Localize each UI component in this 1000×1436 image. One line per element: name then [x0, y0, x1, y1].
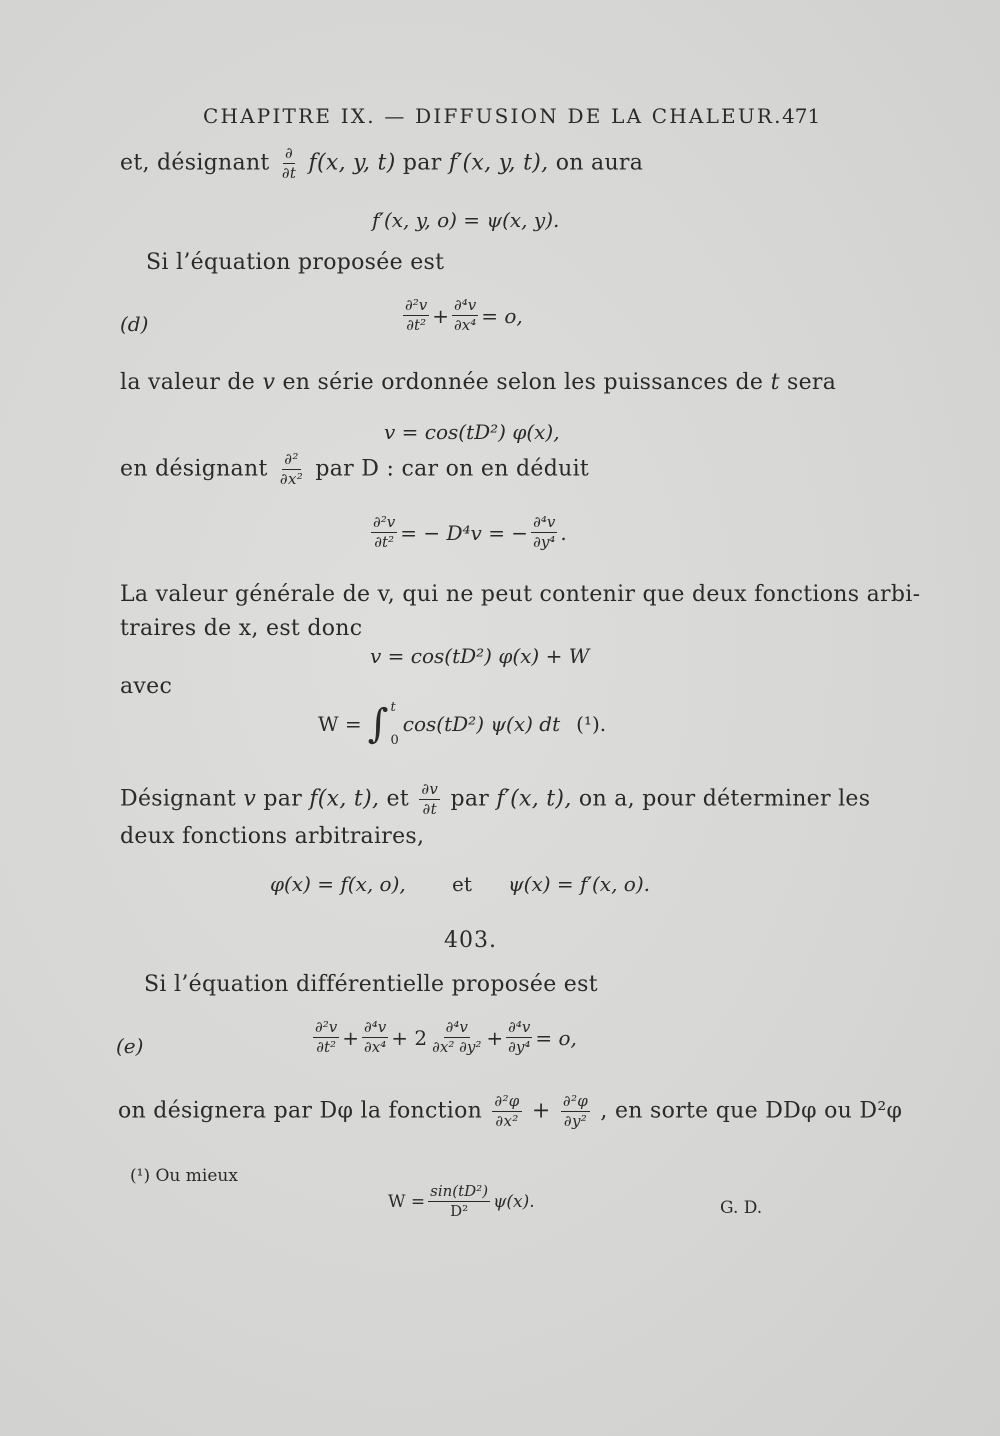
equation-and: et: [452, 872, 472, 896]
equation-phi: φ(x) = f(x, o),: [270, 872, 406, 896]
equation-label-d: (d): [120, 312, 149, 336]
equation-d: $\frac{\text{∂²v}}{\text{∂t²}}$ + $\frac{\text{∂⁴v}}{\text{∂x⁴}}$ = o,: [405, 296, 523, 334]
footnote-reference: (¹).: [576, 712, 607, 736]
text-line-2: Si l’équation proposée est: [146, 250, 445, 275]
equation-series: v = cos(tD²) φ(x),: [384, 420, 560, 444]
equation-deduction: $\frac{\text{∂²v}}{\text{∂t²}}$ = − D⁴v = − $\frac{\text{∂⁴v}}{\text{∂y⁴}}$ .: [373, 513, 567, 551]
equation-psi: ψ(x) = f′(x, o).: [508, 872, 650, 896]
text-line-9: deux fonctions arbitraires,: [120, 824, 425, 849]
footnote-equation: W = $\frac{\text{sin(tD²)}}{\text{D²}}$ ψ(x).: [388, 1182, 535, 1220]
integral-sign: ∫: [367, 701, 389, 747]
text-line-6: traires de x, est donc: [120, 616, 363, 641]
section-number: 403.: [444, 928, 497, 953]
equation-e: $\frac{\text{∂²v}}{\text{∂t²}}$ + $\frac{\text{∂⁴v}}{\text{∂x⁴}}$ + 2 $\frac{\text{∂⁴v}}{\text{∂x² ∂y²}}$ + $\frac{\text{∂⁴v}}{\text{∂y⁴}}$ = o,: [315, 1018, 577, 1056]
running-header: CHAPITRE IX. — DIFFUSION DE LA CHALEUR.: [203, 104, 783, 128]
equation-general: v = cos(tD²) φ(x) + W: [370, 644, 590, 668]
equation-initial-condition: f′(x, y, o) = ψ(x, y).: [372, 208, 560, 232]
text-line-11: on désignera par Dφ la fonction $\frac{\text{∂²φ}}{\text{∂x²}}$ + $\frac{\text{∂²φ}}{\text{∂y²}}$ , en sorte que DDφ ou D²φ: [118, 1092, 903, 1130]
text-line-1: et, désignant $\frac{\partial}{\partial t}$ f(x, y, t) par f′(x, y, t), on aura: [120, 144, 644, 182]
equation-integral: W = ∫ t 0 cos(tD²) ψ(x) dt (¹).: [318, 700, 607, 748]
text-line-3: la valeur de v en série ordonnée selon les puissances de t sera: [120, 370, 837, 395]
partial-t-operator: $\frac{\partial}{\partial t}$: [281, 144, 297, 182]
text-line-8: Désignant v par f(x, t), et $\frac{\partial v}{\partial t}$ par f′(x, t), on a, pour déterminer les: [120, 780, 871, 818]
text-line-5: La valeur générale de v, qui ne peut contenir que deux fonctions arbi-: [120, 582, 921, 607]
text-line-7: avec: [120, 674, 173, 699]
equation-label-e: (e): [116, 1034, 144, 1058]
text-line-4: en désignant $\frac{\text{∂²}}{\text{∂x²}}$ par D : car on en déduit: [120, 450, 590, 488]
footnote-signature: G. D.: [720, 1198, 763, 1218]
page-number: 471: [782, 104, 821, 128]
text-line-10: Si l’équation différentielle proposée est: [144, 972, 598, 997]
footnote-marker: (¹) Ou mieux: [130, 1166, 238, 1186]
